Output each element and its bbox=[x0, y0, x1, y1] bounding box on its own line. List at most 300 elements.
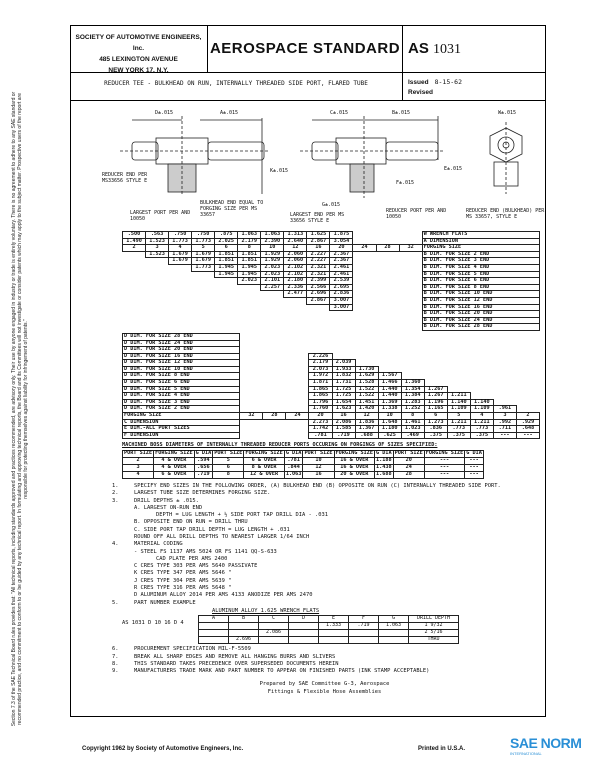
table-cell bbox=[470, 353, 493, 360]
note-3 bbox=[112, 498, 537, 505]
table-cell: 1.283 bbox=[401, 399, 424, 406]
note-6 bbox=[112, 646, 537, 653]
table-cell: 1.451 bbox=[355, 399, 378, 406]
table-cell: 2.086 bbox=[259, 630, 289, 637]
table-cell bbox=[123, 291, 146, 298]
note-number: 9. bbox=[112, 668, 119, 675]
table-cell bbox=[349, 637, 379, 644]
table-cell: .836 bbox=[424, 426, 447, 433]
table-cell bbox=[169, 304, 192, 311]
table-cell: 16 bbox=[303, 471, 334, 478]
issued-date: 8-15-62 bbox=[434, 78, 462, 86]
table-cell: 8 bbox=[238, 245, 261, 252]
table-cell bbox=[307, 324, 330, 331]
table-cell: 1.267 bbox=[424, 386, 447, 393]
row-label: B DIM. FOR SIZE 5 END bbox=[422, 271, 539, 278]
table-cell bbox=[355, 347, 378, 354]
reducer-end-note: REDUCER END PER MS33656 STYLE E bbox=[102, 172, 148, 184]
table-cell bbox=[238, 297, 261, 304]
table-cell bbox=[399, 284, 422, 291]
table-cell: --- bbox=[465, 457, 484, 464]
table-cell: 3.054 bbox=[330, 238, 353, 245]
dim-w-label: W±.015 bbox=[498, 110, 517, 116]
table-cell bbox=[378, 333, 401, 340]
table-row bbox=[123, 238, 540, 245]
table-cell bbox=[240, 399, 263, 406]
table-cell: 2.025 bbox=[215, 238, 238, 245]
material-aluminum: D ALUMINUM ALLOY 2014 PER AMS 4133 ANODIZE PER AMS 2470 bbox=[134, 592, 313, 599]
table-row bbox=[123, 471, 484, 478]
table-cell: .688 bbox=[355, 432, 378, 439]
table-cell bbox=[516, 340, 539, 347]
table-cell bbox=[123, 251, 146, 258]
table-cell: 1.267 bbox=[424, 393, 447, 400]
table-cell bbox=[192, 324, 215, 331]
table-cell: 1.679 bbox=[192, 251, 215, 258]
column-header: FORGING SIZE bbox=[425, 450, 464, 456]
table-cell: 28 bbox=[263, 413, 286, 420]
title-row bbox=[70, 73, 546, 101]
table-cell bbox=[286, 426, 309, 433]
table-cell: 1.871 bbox=[309, 380, 332, 387]
table-cell bbox=[353, 232, 376, 239]
table-cell bbox=[376, 278, 399, 285]
table-cell bbox=[261, 317, 284, 324]
table-cell: 2.539 bbox=[330, 278, 353, 285]
table-cell bbox=[284, 297, 307, 304]
table-cell bbox=[516, 366, 539, 373]
table-cell: 24 bbox=[393, 464, 424, 471]
table-cell: 1.760 bbox=[309, 406, 332, 413]
table-cell bbox=[401, 366, 424, 373]
table-cell: 1.832 bbox=[332, 373, 355, 380]
dim-b-label: B±.015 bbox=[392, 110, 411, 116]
table-cell: 1.211 bbox=[447, 419, 470, 426]
table-cell bbox=[399, 271, 422, 278]
table-cell: --- bbox=[516, 432, 539, 439]
table-cell bbox=[169, 271, 192, 278]
note-number: 2. bbox=[112, 490, 119, 497]
table-cell: 1.725 bbox=[332, 393, 355, 400]
table-cell bbox=[286, 373, 309, 380]
note-number: 3. bbox=[112, 497, 119, 504]
table-cell: 1.851 bbox=[238, 258, 261, 265]
reducer-port-note: REDUCER PORT PER AND 10050 bbox=[386, 208, 447, 220]
table-cell: 2.390 bbox=[261, 238, 284, 245]
table-cell bbox=[307, 304, 330, 311]
table-cell bbox=[332, 333, 355, 340]
table-cell bbox=[289, 637, 319, 644]
table-cell bbox=[447, 373, 470, 380]
table-cell bbox=[399, 264, 422, 271]
table-cell bbox=[353, 324, 376, 331]
table-cell bbox=[240, 333, 263, 340]
row-label: B DIM. FOR SIZE 16 END bbox=[422, 304, 539, 311]
table-cell: 1.945 bbox=[238, 271, 261, 278]
table-cell bbox=[169, 291, 192, 298]
table-cell bbox=[123, 311, 146, 318]
row-label: B DIM. FOR SIZE 28 END bbox=[422, 324, 539, 331]
table-cell bbox=[399, 232, 422, 239]
table-cell: 20 bbox=[309, 413, 332, 420]
table-cell: 8 & OVER bbox=[244, 464, 284, 471]
table-cell bbox=[240, 419, 263, 426]
table-cell bbox=[169, 317, 192, 324]
table-cell: 6 & OVER bbox=[154, 471, 194, 478]
table-cell bbox=[238, 291, 261, 298]
table-cell bbox=[309, 340, 332, 347]
table-cell: 1.063 bbox=[285, 471, 302, 477]
table-cell bbox=[215, 317, 238, 324]
column-header: G DIA bbox=[466, 450, 482, 456]
row-label: W WRENCH FLATS bbox=[422, 232, 539, 239]
table-cell bbox=[353, 284, 376, 291]
table-cell bbox=[261, 311, 284, 318]
table-cell: 1.466 bbox=[378, 380, 401, 387]
table-cell: 1.440 bbox=[378, 386, 401, 393]
note-text: MANUFACTURERS TRADE MARK AND PART NUMBER TO APPEAR ON FINISHED PARTS (INK STAMP ACCEPTABLE) bbox=[134, 668, 430, 675]
table-cell bbox=[401, 353, 424, 360]
row-label: D DIM. FOR SIZE 5 END bbox=[123, 386, 240, 393]
table-cell: 1.369 bbox=[378, 399, 401, 406]
table-cell bbox=[169, 284, 192, 291]
table-cell bbox=[376, 284, 399, 291]
table-cell bbox=[289, 630, 319, 637]
center-view bbox=[300, 116, 445, 198]
table-cell bbox=[146, 297, 169, 304]
row-label: B DIM. FOR SIZE 20 END bbox=[422, 311, 539, 318]
table-cell bbox=[263, 432, 286, 439]
table-cell bbox=[199, 637, 229, 644]
column-header: B bbox=[229, 616, 259, 623]
table-cell: 2.399 bbox=[307, 278, 330, 285]
table-cell bbox=[240, 432, 263, 439]
table-cell bbox=[261, 297, 284, 304]
column-header: PORT SIZE bbox=[124, 450, 153, 456]
note-text: LARGEST TUBE SIZE DETERMINES FORGING SIZE. bbox=[134, 490, 271, 497]
column-header: G bbox=[379, 616, 409, 623]
table-cell bbox=[470, 347, 493, 354]
table-cell bbox=[240, 360, 263, 367]
column-header: PORT SIZE bbox=[304, 450, 333, 456]
prepared-by-line-2: Fittings & Flexible Hose Assemblies bbox=[267, 688, 382, 695]
example-table bbox=[198, 615, 459, 644]
table-cell bbox=[286, 366, 309, 373]
table-cell: 2.461 bbox=[330, 271, 353, 278]
table-cell: 8 bbox=[213, 471, 244, 478]
table-cell bbox=[379, 637, 409, 644]
table-row bbox=[123, 406, 540, 413]
table-cell bbox=[447, 353, 470, 360]
table-cell bbox=[215, 324, 238, 331]
table-cell bbox=[379, 630, 409, 637]
row-label: B DIM. FOR SIZE 24 END bbox=[422, 317, 539, 324]
table-cell: .500 bbox=[123, 232, 146, 239]
table-cell: 1.585 bbox=[332, 426, 355, 433]
table-cell: 16 bbox=[332, 413, 355, 420]
row-label: D DIM. FOR SIZE 2 END bbox=[123, 406, 240, 413]
column-header: D bbox=[289, 616, 319, 623]
document-title: REDUCER TEE - BULKHEAD ON RUN, INTERNALLY THREADED SIDE PORT, FLARED TUBE bbox=[70, 73, 403, 101]
table-cell bbox=[376, 297, 399, 304]
printed-in: Printed in U.S.A. bbox=[418, 746, 466, 752]
row-label: B DIM. FOR SIZE 3 END bbox=[422, 258, 539, 265]
table-cell bbox=[330, 311, 353, 318]
table-cell bbox=[286, 333, 309, 340]
table-cell: 1.654 bbox=[332, 399, 355, 406]
table-cell bbox=[284, 304, 307, 311]
table-cell bbox=[240, 426, 263, 433]
note-number: 6. bbox=[112, 646, 119, 653]
standard-label: AEROSPACE STANDARD bbox=[208, 25, 403, 73]
row-label: FORGING SIZE bbox=[422, 245, 539, 252]
dim-e-label: E±.015 bbox=[444, 166, 463, 172]
table-cell: 2.102 bbox=[284, 264, 307, 271]
column-header: FORGING SIZE bbox=[155, 450, 193, 456]
table-cell: .375 bbox=[470, 432, 493, 439]
table-cell: .719 bbox=[194, 471, 213, 478]
table-cell bbox=[319, 630, 349, 637]
org-street: 485 LEXINGTON AVENUE bbox=[99, 56, 178, 63]
table-cell: 1.945 bbox=[215, 271, 238, 278]
table-cell: 1.252 bbox=[401, 406, 424, 413]
table-cell: 1.929 bbox=[261, 258, 284, 265]
note-number: 1. bbox=[112, 482, 119, 489]
table-cell: .375 bbox=[447, 432, 470, 439]
table-cell: 1.945 bbox=[215, 264, 238, 271]
table-cell: 2.086 bbox=[332, 419, 355, 426]
note-text: SPECIFY END SIZES IN THE FOLLOWING ORDER, (A) BULKHEAD END (B) OPPOSITE ON RUN (C) INTERNALLY THREADED SIDE PORT. bbox=[134, 482, 501, 489]
table-cell bbox=[238, 317, 261, 324]
table-cell bbox=[286, 386, 309, 393]
largest-port-note: LARGEST PORT PER AND 10050 bbox=[130, 210, 191, 222]
table-cell: 3 bbox=[146, 245, 169, 252]
table-cell bbox=[263, 399, 286, 406]
table-cell: 1.851 bbox=[215, 251, 238, 258]
column-header: FORGING SIZE bbox=[245, 450, 283, 456]
boss-table-title: MACHINED BOSS DIAMETERS OF INTERNALLY THREADED REDUCER PORTS OCCURING ON FORGINGS OF SIZES SPECIFIED: bbox=[122, 442, 438, 449]
note-2 bbox=[112, 490, 537, 497]
table-cell bbox=[263, 353, 286, 360]
table-cell bbox=[447, 333, 470, 340]
table-cell: 1.180 bbox=[378, 426, 401, 433]
table-cell: 1.742 bbox=[309, 426, 332, 433]
table-cell bbox=[376, 258, 399, 265]
table-cell: --- bbox=[424, 464, 464, 471]
table-cell: 24 bbox=[353, 245, 376, 252]
table-cell: 1.725 bbox=[332, 386, 355, 393]
note-text: PART NUMBER EXAMPLE bbox=[134, 599, 196, 606]
table-cell: 2.060 bbox=[284, 258, 307, 265]
material-steel: - STEEL FS 1137 AMS 5024 OR FS 1141 QQ-S-633 bbox=[134, 548, 277, 555]
table-cell bbox=[399, 251, 422, 258]
table-cell: 28 bbox=[376, 245, 399, 252]
table-cell: 2.566 bbox=[307, 284, 330, 291]
table-cell bbox=[238, 324, 261, 331]
table-cell: 1.338 bbox=[378, 406, 401, 413]
copyright: Copyright 1962 by Society of Automotive Engineers, Inc. bbox=[82, 746, 244, 752]
table-cell: 3.007 bbox=[330, 304, 353, 311]
table-cell bbox=[123, 264, 146, 271]
note-text: BREAK ALL SHARP EDGES AND REMOVE ALL HANGING BURRS AND SLIVERS bbox=[134, 653, 336, 660]
table-cell bbox=[146, 264, 169, 271]
column-header: A bbox=[199, 616, 229, 623]
table-cell bbox=[447, 340, 470, 347]
table-cell bbox=[470, 333, 493, 340]
table-cell bbox=[263, 360, 286, 367]
table-cell bbox=[378, 353, 401, 360]
row-label: B DIM. FOR SIZE 4 END bbox=[422, 264, 539, 271]
largest-end-note: LARGEST END PER MS 33656 STYLE E bbox=[290, 212, 345, 224]
logo-subtext: INTERNATIONAL bbox=[510, 751, 542, 756]
upper-dimension-table bbox=[122, 231, 540, 331]
table-cell: 2.461 bbox=[330, 264, 353, 271]
table-cell bbox=[169, 278, 192, 285]
table-cell: 1.865 bbox=[309, 393, 332, 400]
table-cell: 1.851 bbox=[238, 251, 261, 258]
dim-f-label: F±.015 bbox=[396, 180, 415, 186]
row-label: D DIM. FOR SIZE 4 END bbox=[123, 393, 240, 400]
table-cell bbox=[263, 386, 286, 393]
table-cell bbox=[286, 353, 309, 360]
header-row bbox=[70, 25, 546, 73]
table-cell bbox=[215, 311, 238, 318]
row-label: B DIM. FOR SIZE 10 END bbox=[422, 291, 539, 298]
table-cell bbox=[263, 380, 286, 387]
table-cell bbox=[123, 304, 146, 311]
note-3b: B. OPPOSITE END ON RUN = DRILL THRU bbox=[134, 519, 248, 526]
table-cell: 6 bbox=[424, 413, 447, 420]
row-label: D DIM. FOR SIZE 8 END bbox=[123, 373, 240, 380]
table-cell bbox=[146, 311, 169, 318]
note-number: 5. bbox=[112, 599, 119, 606]
table-cell bbox=[240, 380, 263, 387]
table-cell: 1.211 bbox=[447, 393, 470, 400]
table-cell: 1.679 bbox=[192, 258, 215, 265]
table-cell bbox=[289, 623, 319, 630]
material-cres-347: K CRES TYPE 347 PER AMS 5646 " bbox=[134, 570, 232, 577]
table-cell bbox=[353, 311, 376, 318]
table-cell: 16 bbox=[307, 245, 330, 252]
table-cell bbox=[424, 340, 447, 347]
table-cell: 1.211 bbox=[470, 419, 493, 426]
table-cell: 2.257 bbox=[261, 284, 284, 291]
table-cell bbox=[378, 347, 401, 354]
table-cell bbox=[353, 317, 376, 324]
column-header: PORT SIZE bbox=[394, 450, 423, 456]
table-row bbox=[123, 333, 540, 340]
table-cell: 1.360 bbox=[401, 380, 424, 387]
column-header: F bbox=[349, 616, 379, 623]
table-cell: 2.179 bbox=[238, 238, 261, 245]
material-cres-304: J CRES TYPE 304 PER AMS 5639 " bbox=[134, 577, 232, 584]
table-cell bbox=[516, 380, 539, 387]
table-cell: 1.933 bbox=[332, 366, 355, 373]
table-cell: 1.333 bbox=[319, 623, 349, 630]
table-cell: 2.695 bbox=[330, 284, 353, 291]
table-cell bbox=[286, 347, 309, 354]
table-cell bbox=[493, 347, 516, 354]
example-table-title: ALUMINUM ALLOY 1.625 WRENCH FLATS bbox=[212, 607, 320, 614]
table-cell bbox=[146, 271, 169, 278]
table-cell bbox=[424, 347, 447, 354]
table-cell bbox=[146, 317, 169, 324]
table-cell bbox=[399, 291, 422, 298]
table-cell bbox=[263, 419, 286, 426]
table-cell: 2.640 bbox=[284, 238, 307, 245]
table-cell bbox=[192, 278, 215, 285]
table-cell bbox=[215, 284, 238, 291]
table-cell bbox=[146, 284, 169, 291]
table-cell bbox=[447, 366, 470, 373]
table-cell bbox=[330, 324, 353, 331]
bulkhead-end-note: BULKHEAD END EQUAL TO FORGING SIZE PER MS 33657 bbox=[200, 200, 264, 218]
notes-section bbox=[112, 483, 537, 696]
row-label: D DIM. FOR SIZE 3 END bbox=[123, 399, 240, 406]
row-label: D DIM. FOR SIZE 16 END bbox=[123, 353, 240, 360]
table-cell: .773 bbox=[470, 426, 493, 433]
row-label: C DIMENSION bbox=[123, 419, 240, 426]
table-cell: 24 bbox=[286, 413, 309, 420]
column-header: G DIA bbox=[376, 450, 392, 456]
table-cell: .594 bbox=[194, 457, 213, 464]
table-cell bbox=[353, 297, 376, 304]
table-cell bbox=[424, 373, 447, 380]
table-cell: 1.523 bbox=[146, 251, 169, 258]
table-cell: 1.679 bbox=[169, 251, 192, 258]
row-label: D DIM. FOR SIZE 20 END bbox=[123, 347, 240, 354]
table-cell: 1.679 bbox=[169, 258, 192, 265]
table-cell: 1.354 bbox=[401, 386, 424, 393]
table-cell bbox=[353, 278, 376, 285]
table-cell bbox=[240, 353, 263, 360]
table-cell bbox=[376, 264, 399, 271]
table-cell bbox=[376, 271, 399, 278]
table-cell bbox=[447, 360, 470, 367]
table-cell: 2.101 bbox=[261, 278, 284, 285]
table-cell bbox=[399, 278, 422, 285]
table-cell bbox=[516, 347, 539, 354]
table-cell bbox=[470, 366, 493, 373]
table-cell bbox=[259, 637, 289, 644]
table-cell: .781 bbox=[309, 432, 332, 439]
table-cell bbox=[493, 340, 516, 347]
table-cell: 16 & OVER bbox=[334, 464, 374, 471]
table-cell bbox=[399, 297, 422, 304]
table-cell: 1.188 bbox=[376, 457, 392, 463]
table-cell bbox=[146, 278, 169, 285]
table-cell: 2.180 bbox=[284, 278, 307, 285]
table-cell: --- bbox=[465, 464, 484, 471]
table-cell: 1.165 bbox=[424, 406, 447, 413]
table-cell: 2.023 bbox=[238, 278, 261, 285]
table-cell: 6 bbox=[213, 464, 244, 471]
table-cell bbox=[284, 311, 307, 318]
table-cell: 20 bbox=[330, 245, 353, 252]
note-number: 7. bbox=[112, 653, 119, 660]
note-4 bbox=[112, 541, 537, 548]
table-cell bbox=[493, 366, 516, 373]
table-cell: 1.109 bbox=[447, 406, 470, 413]
table-cell: .563 bbox=[146, 232, 169, 239]
table-cell bbox=[286, 380, 309, 387]
table-cell bbox=[123, 271, 146, 278]
table-cell bbox=[493, 373, 516, 380]
table-cell: 12 & OVER bbox=[244, 471, 284, 478]
row-label: B DIM. FOR SIZE 6 END bbox=[422, 278, 539, 285]
material-cres-316: R CRES TYPE 316 PER AMS 5648 " bbox=[134, 585, 232, 592]
table-cell: 4 bbox=[169, 245, 192, 252]
